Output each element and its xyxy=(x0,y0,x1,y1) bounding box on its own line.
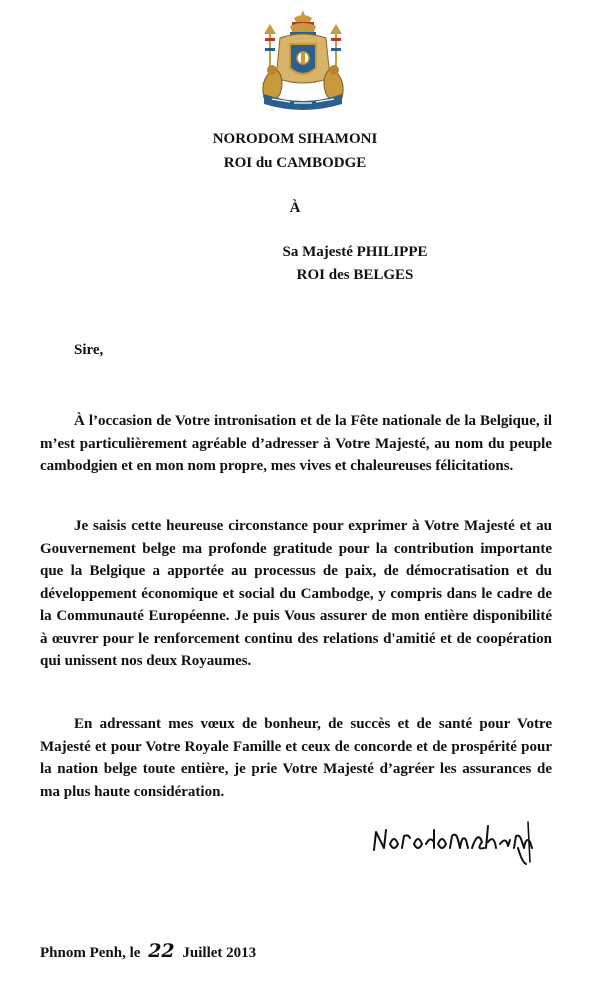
paragraph-1 xyxy=(40,410,552,478)
paragraph-1-text: À l’occasion de Votre intronisation et de la Fête nationale de la Belgique, il m’est particulièrement agréable d’adresser à Votre Majesté, au nom du peuple cambodgien et en mon nom propre, mes vives et chaleureuses félicitations. xyxy=(40,413,552,474)
paragraph-3-text: En adressant mes vœux de bonheur, de succès et de santé pour Votre Majesté et pour Votre Royale Famille et ceux de concorde et de prospérité pour la nation belge toute entière, je prie Votre Majesté d’agréer les assurances de ma plus haute considération. xyxy=(40,716,552,800)
date-month-year: Juillet 2013 xyxy=(182,945,257,961)
handwritten-signature-icon xyxy=(368,818,538,866)
paragraph-3 xyxy=(40,713,552,803)
royal-arms-of-cambodia-icon xyxy=(250,8,356,112)
date-place: Phnom Penh, le xyxy=(40,945,141,961)
recipient-title: ROI des BELGES xyxy=(296,267,414,283)
sender-name: NORODOM SIHAMONI xyxy=(212,131,378,147)
to-label: À xyxy=(289,200,301,216)
paragraph-2 xyxy=(40,515,552,673)
salutation: Sire, xyxy=(74,342,104,358)
paragraph-2-text: Je saisis cette heureuse circonstance pour exprimer à Votre Majesté et au Gouvernement belge ma profonde gratitude pour la contribution importante que la Belgique a apportée au processus de paix, de démocratisation et du développement économique et social du Cambodge, y compris dans le cadre de la Communauté Européenne. Je puis Vous assurer de mon entière disponibilité à œuvrer pour le renforcement continu des relations d'amitié et de coopération qui unissent nos deux Royaumes. xyxy=(40,518,552,669)
sender-title: ROI du CAMBODGE xyxy=(223,155,367,171)
date-line xyxy=(40,940,256,962)
recipient-name: Sa Majesté PHILIPPE xyxy=(282,244,428,260)
date-day-handwritten: 22 xyxy=(148,940,175,962)
